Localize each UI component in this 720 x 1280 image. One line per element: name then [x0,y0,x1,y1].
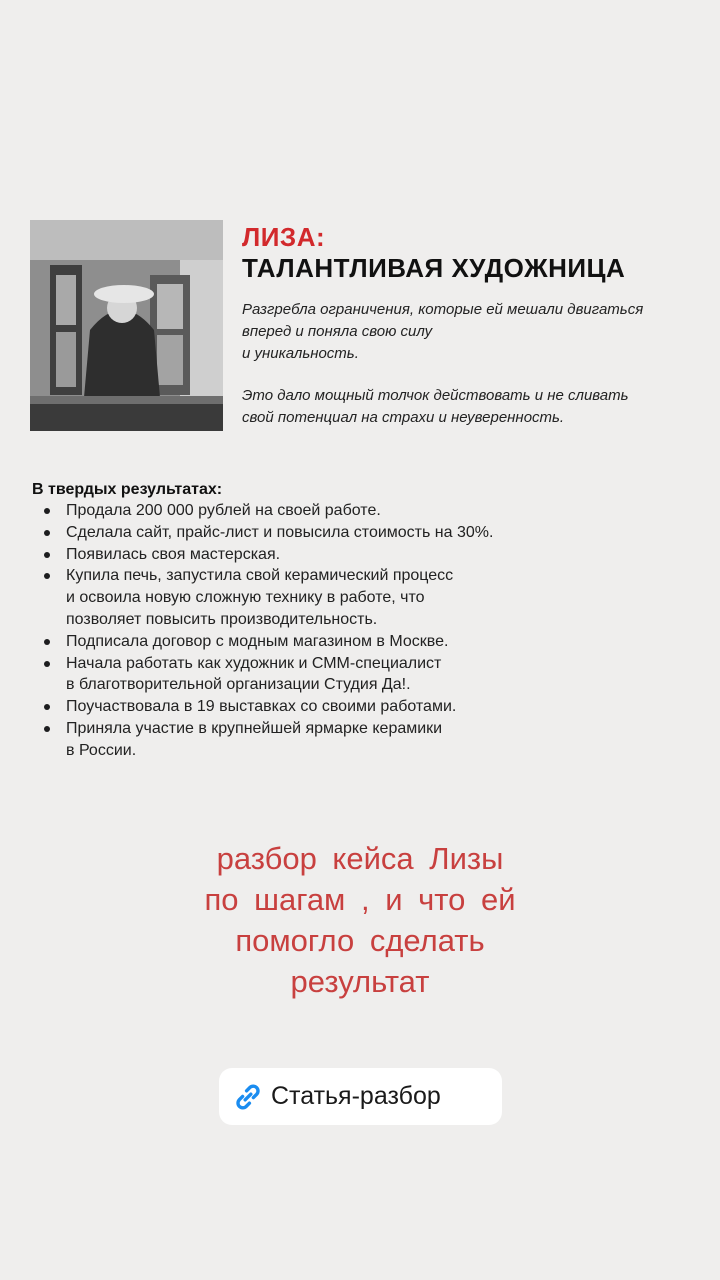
result-item [32,500,493,522]
profile-name: ЛИЗА: [242,222,326,252]
result-item [32,696,493,718]
result-line: Подписала договор с модным магазином в Москве. [66,632,449,650]
description-line: Разгребла ограничения, которые ей мешали двигаться [242,301,644,318]
result-line: Купила печь, запустила свой керамический процесс [66,567,454,585]
result-line: и освоила новую сложную технику в работе, что [66,589,425,607]
link-icon [231,1080,265,1114]
story-overlay-text [0,838,720,1002]
result-line: в благотворительной организации Студия Да!. [66,676,411,694]
description-line: Это дало мощный толчок действовать и не сливать [242,387,629,404]
result-line: Приняла участие в крупнейшей ярмарке керамики [66,719,443,737]
overlay-line: помогло сделать [235,923,485,958]
link-sticker[interactable] [219,1068,502,1125]
results-heading: В твердых результатах: [32,481,223,498]
results-list [32,500,493,762]
profile-description-1 [242,299,720,365]
result-line: в России. [66,741,137,759]
result-line: Поучаствовала в 19 выставках со своими работами. [66,698,457,716]
overlay-line: по шагам , и что ей [204,882,516,917]
description-line: вперед и поняла свою силу [242,323,433,340]
profile-description-2 [242,385,720,429]
result-item [32,631,493,653]
window-photo-illustration [30,220,223,431]
result-item [32,565,493,630]
description-line: свой потенциал на страхи и неуверенность. [242,409,565,426]
description-line: и уникальность. [242,345,359,362]
overlay-line: результат [290,964,430,999]
result-item [32,522,493,544]
result-line: Продала 200 000 рублей на своей работе. [66,502,381,519]
overlay-line: разбор кейса Лизы [216,841,504,876]
result-line: Сделала сайт, прайс-лист и повысила стоимость на 30%. [66,523,494,541]
profile-photo [30,220,223,431]
result-line: позволяет повысить производительность. [66,610,378,628]
link-label: Статья-разбор [271,1082,441,1110]
result-item [32,653,493,697]
profile-title: ТАЛАНТЛИВАЯ ХУДОЖНИЦА [242,253,626,283]
result-line: Появилась своя мастерская. [66,545,281,563]
result-item [32,718,493,762]
result-item [32,544,493,566]
result-line: Начала работать как художник и СММ-специалист [66,654,442,672]
